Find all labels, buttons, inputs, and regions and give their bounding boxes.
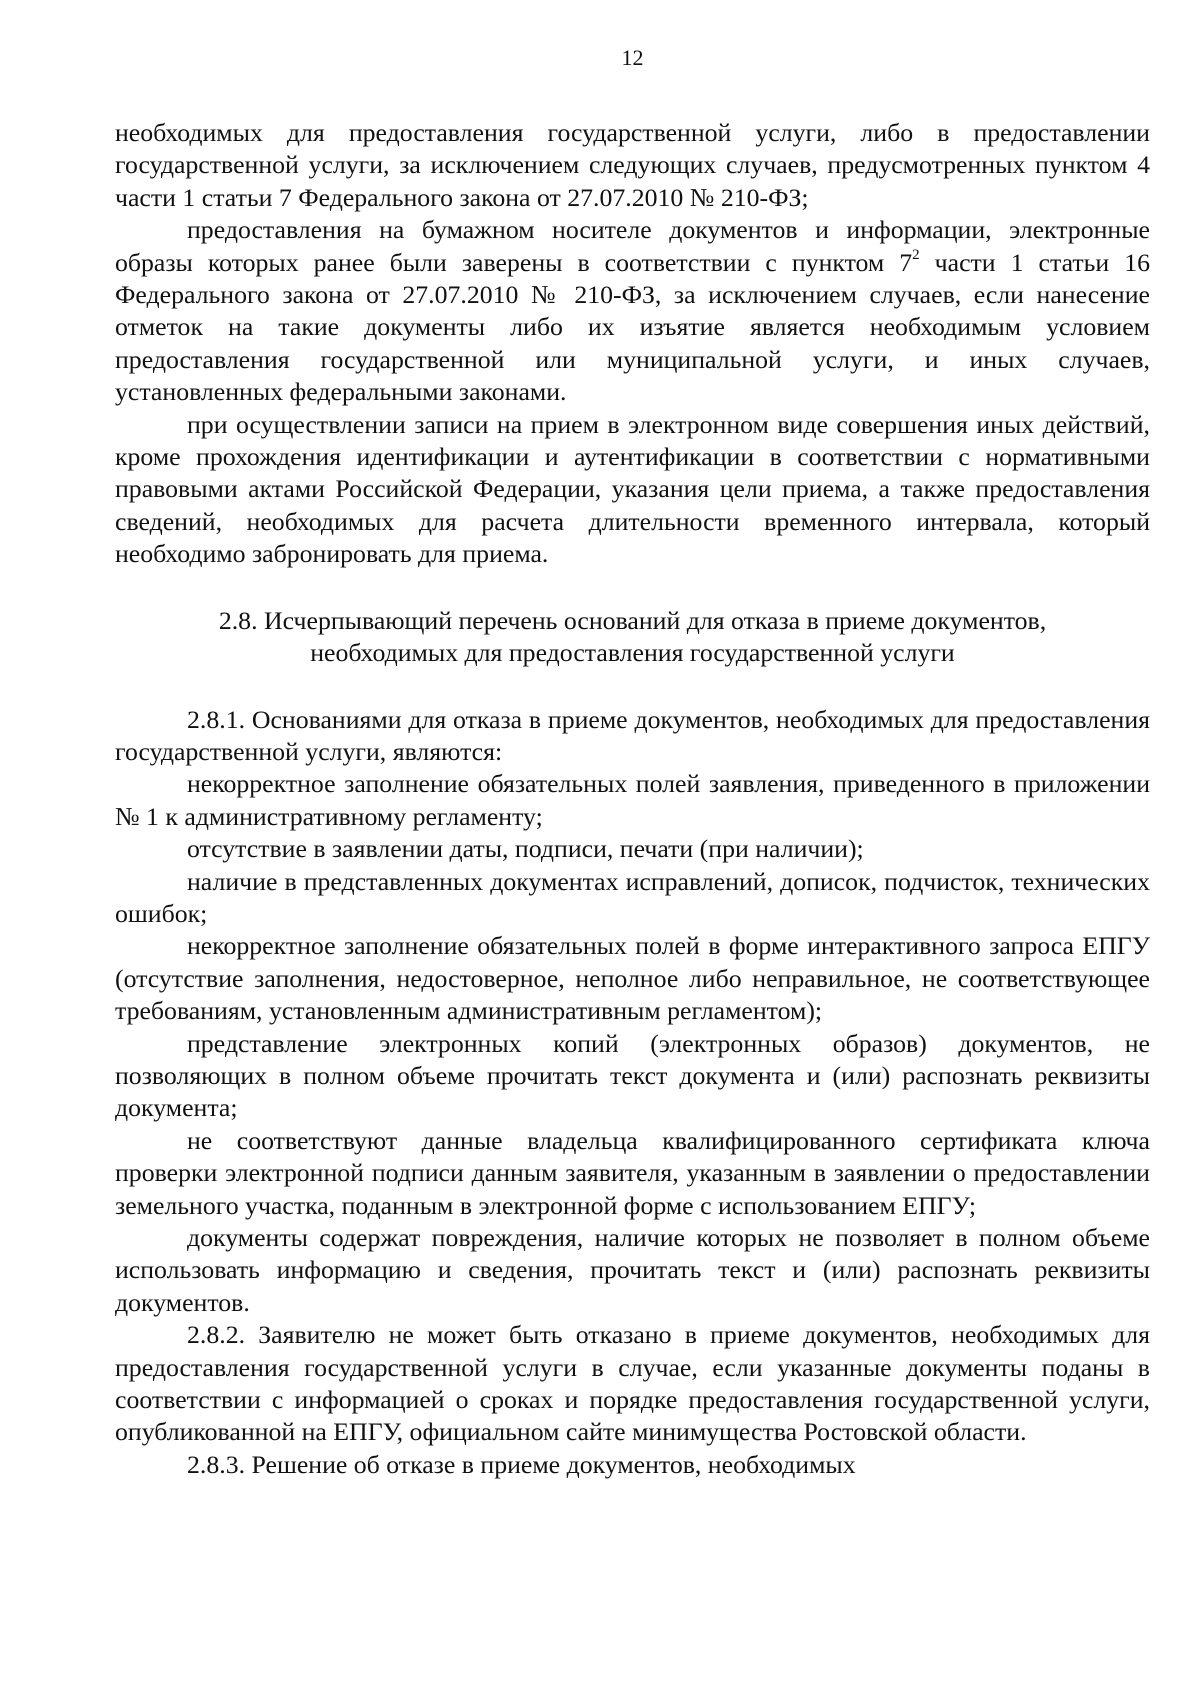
section-heading-line: необходимых для предоставления государственной услуги xyxy=(310,638,955,668)
list-item: наличие в представленных документах исправлений, дописок, подчисток, технических ошибок; xyxy=(115,866,1150,928)
section-heading-line: 2.8. Исчерпывающий перечень оснований для отказа в приеме документов, xyxy=(218,605,1047,635)
list-item: некорректное заполнение обязательных полей в форме интерактивного запроса ЕПГУ (отсутствие заполнения, недостоверное, неполное либо неправильное, не соответствующее требованиям, установленным административным регламентом); xyxy=(115,931,1150,1026)
paragraph-2-8-3: 2.8.3. Решение об отказе в приеме документов, необходимых xyxy=(187,1449,856,1479)
superscript: 2 xyxy=(912,247,920,264)
spacer xyxy=(115,670,1150,704)
paragraph-continuation: необходимых для предоставления государственной услуги, либо в предоставлении государственной услуги, за исключением следующих случаев, предусмотренных пунктом 4 части 1 статьи 7 Федерального закона от 27.07.2010 № 210-ФЗ; xyxy=(115,118,1150,212)
list-item: представление электронных копий (электронных образов) документов, не позволяющих в полном объеме прочитать текст документа и (или) распознать реквизиты документа; xyxy=(115,1028,1150,1123)
spacer xyxy=(115,571,1150,605)
paragraph-paper-documents xyxy=(115,214,1150,408)
paragraph-2-8-2: 2.8.2. Заявителю не может быть отказано в приеме документов, необходимых для предоставления государственной услуги в случае, если указанные документы поданы в соответствии с информацией о сроках и порядке предоставления государственной услуги, опубликованной на ЕПГУ, официальном сайте минимущества Ростовской области. xyxy=(115,1320,1150,1447)
section-heading xyxy=(115,605,1150,670)
page-number: 12 xyxy=(621,45,644,70)
list-item: некорректное заполнение обязательных полей заявления, приведенного в приложении № 1 к административному регламенту; xyxy=(115,769,1150,831)
list-item: не соответствуют данные владельца квалифицированного сертификата ключа проверки электронной подписи данным заявителя, указанным в заявлении о предоставлении земельного участка, поданным в электронной форме с использованием ЕПГУ; xyxy=(115,1125,1150,1220)
document-body xyxy=(115,117,1150,1481)
paragraph-2-8-1: 2.8.1. Основаниями для отказа в приеме документов, необходимых для предоставления государственной услуги, являются: xyxy=(115,704,1150,766)
list-item: отсутствие в заявлении даты, подписи, печати (при наличии); xyxy=(187,834,864,864)
paragraph-text: предоставления на бумажном носителе документов и информации, электронные образы которых ранее были заверены в соответствии с пунктом 7 xyxy=(115,215,1150,277)
paragraph-text: части 1 статьи 16 Федерального закона от 27.07.2010 № 210-ФЗ, за исключением случаев, если нанесение отметок на такие документы либо их изъятие является необходимым условием предоставления государственной или муниципальной услуги, и иных случаев, установленных федеральными законами. xyxy=(115,247,1150,407)
paragraph-electronic-appointment: при осуществлении записи на прием в электронном виде совершения иных действий, кроме прохождения идентификации и аутентификации в соответствии с нормативными правовыми актами Российской Федерации, указания цели приема, а также предоставления сведений, необходимых для расчета длительности временного интервала, который необходимо забронировать для приема. xyxy=(115,409,1150,569)
list-item: документы содержат повреждения, наличие которых не позволяет в полном объеме использовать информацию и сведения, прочитать текст и (или) распознать реквизиты документов. xyxy=(115,1223,1150,1317)
